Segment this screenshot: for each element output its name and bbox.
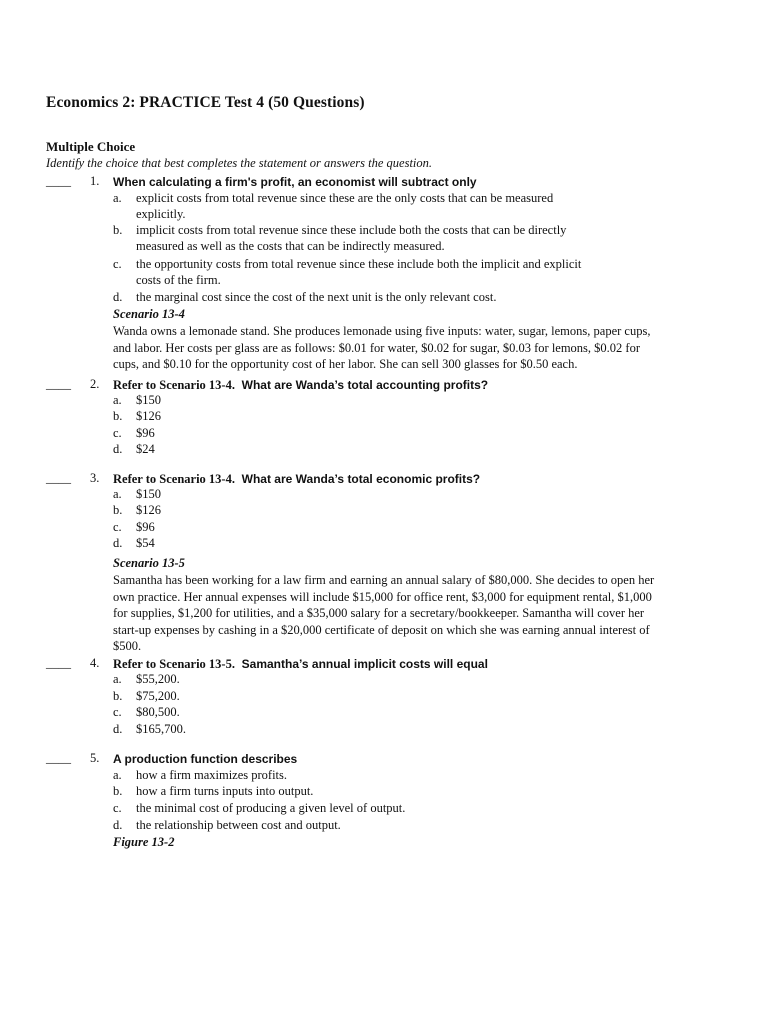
scenario-text — [113, 572, 654, 655]
choice-letter: a. — [113, 487, 122, 501]
choice-text: $54 — [136, 536, 155, 550]
choice-letter: c. — [113, 705, 122, 719]
choice-letter: d. — [113, 442, 123, 456]
scenario-line: start-up expenses by cashing in a $20,000 certificate of deposit on which she was earning annual interest of — [113, 622, 650, 637]
question-text — [113, 378, 488, 393]
scenario-reference: Refer to Scenario 13-4. — [113, 472, 235, 486]
instructions: Identify the choice that best completes the statement or answers the question. — [46, 156, 433, 170]
question-number: 5. — [90, 751, 100, 765]
choice-text: $80,500. — [136, 705, 180, 719]
choice-letter: c. — [113, 426, 122, 440]
question-text — [113, 752, 297, 766]
answer-blank-2[interactable]: ____ — [46, 377, 71, 391]
answer-blank-1[interactable]: ____ — [46, 174, 71, 188]
scenario-title: Scenario 13-5 — [113, 556, 185, 570]
choice-text: measured as well as the costs that can be indirectly measured. — [136, 239, 445, 253]
choice-text: the relationship between cost and output. — [136, 818, 341, 832]
choice-text: costs of the firm. — [136, 273, 221, 287]
choice-text: how a firm turns inputs into output. — [136, 784, 314, 798]
choice-letter: b. — [113, 223, 123, 237]
choice-letter: c. — [113, 520, 122, 534]
choice-letter: b. — [113, 689, 123, 703]
choice-letter: b. — [113, 784, 123, 798]
page-title: Economics 2: PRACTICE Test 4 (50 Questions) — [46, 94, 365, 111]
choice-letter: b. — [113, 503, 123, 517]
choice-text: explicit costs from total revenue since these are the only costs that can be measured — [136, 191, 554, 205]
scenario-line: and labor. Her costs per glass are as follows: $0.01 for water, $0.02 for sugar, $0.03 for lemons, $0.02 for — [113, 340, 641, 355]
scenario-line: Wanda owns a lemonade stand. She produces lemonade using five inputs: water, sugar, lemons, paper cups, — [113, 324, 651, 338]
choice-text: $150 — [136, 487, 161, 501]
choice-text: $75,200. — [136, 689, 180, 703]
question-stem: Samantha’s annual implicit costs will equal — [241, 657, 488, 671]
choice-letter: a. — [113, 768, 122, 782]
scenario-line: $500. — [113, 639, 142, 654]
question-number: 4. — [90, 656, 100, 670]
choice-text: $96 — [136, 520, 155, 534]
choice-letter: d. — [113, 722, 123, 736]
scenario-reference: Refer to Scenario 13-5. — [113, 657, 235, 671]
question-stem: When calculating a firm's profit, an economist will subtract only — [113, 175, 477, 189]
choice-letter: c. — [113, 801, 122, 815]
choice-text: $150 — [136, 393, 161, 407]
choice-text: the minimal cost of producing a given level of output. — [136, 801, 406, 815]
question-number: 1. — [90, 174, 100, 188]
scenario-title: Scenario 13-4 — [113, 307, 185, 321]
question-number: 3. — [90, 471, 100, 485]
choice-letter: a. — [113, 393, 122, 407]
choice-text: the marginal cost since the cost of the next unit is the only relevant cost. — [136, 290, 497, 304]
choice-text: $126 — [136, 409, 161, 423]
choice-letter: d. — [113, 818, 123, 832]
choice-text: implicit costs from total revenue since these include both the costs that can be directly — [136, 223, 567, 237]
question-text — [113, 175, 477, 189]
answer-blank-5[interactable]: ____ — [46, 751, 71, 765]
choice-letter: c. — [113, 257, 122, 271]
question-text — [113, 657, 488, 672]
choice-text: the opportunity costs from total revenue since these include both the implicit and explicit — [136, 257, 582, 271]
question-stem: What are Wanda’s total accounting profits? — [241, 378, 489, 392]
choice-letter: a. — [113, 672, 122, 686]
answer-blank-3[interactable]: ____ — [46, 471, 71, 485]
choice-text: $96 — [136, 426, 155, 440]
choice-letter: b. — [113, 409, 123, 423]
scenario-line: cups, and $0.10 for the opportunity cost of her labor. She can sell 300 glasses for $0.50 each. — [113, 357, 578, 372]
choice-text: how a firm maximizes profits. — [136, 768, 288, 782]
choice-letter: d. — [113, 536, 123, 550]
scenario-line: for supplies, $1,200 for utilities, and a $35,000 salary for a secretary/bookkeeper. Samantha will cover her — [113, 606, 645, 621]
choice-text: $165,700. — [136, 722, 186, 736]
choice-text: explicitly. — [136, 207, 186, 221]
choice-text: $24 — [136, 442, 155, 456]
question-text — [113, 472, 480, 487]
choice-text: $55,200. — [136, 672, 180, 686]
question-stem: A production function describes — [113, 752, 298, 766]
scenario-line: Samantha has been working for a law firm and earning an annual salary of $80,000. She decides to open her — [113, 573, 655, 587]
answer-blank-4[interactable]: ____ — [46, 656, 71, 670]
choice-text: $126 — [136, 503, 161, 517]
scenario-text — [113, 323, 650, 373]
question-stem: What are Wanda’s total economic profits? — [241, 472, 481, 486]
section-heading: Multiple Choice — [46, 139, 136, 154]
figure-label: Figure 13-2 — [113, 835, 175, 849]
scenario-reference: Refer to Scenario 13-4. — [113, 378, 235, 392]
scenario-line: own practice. Her annual expenses will include $15,000 for office rent, $3,000 for equipment rental, $1,000 — [113, 589, 652, 604]
question-number: 2. — [90, 377, 100, 391]
choice-letter: a. — [113, 191, 122, 205]
choice-letter: d. — [113, 290, 123, 304]
